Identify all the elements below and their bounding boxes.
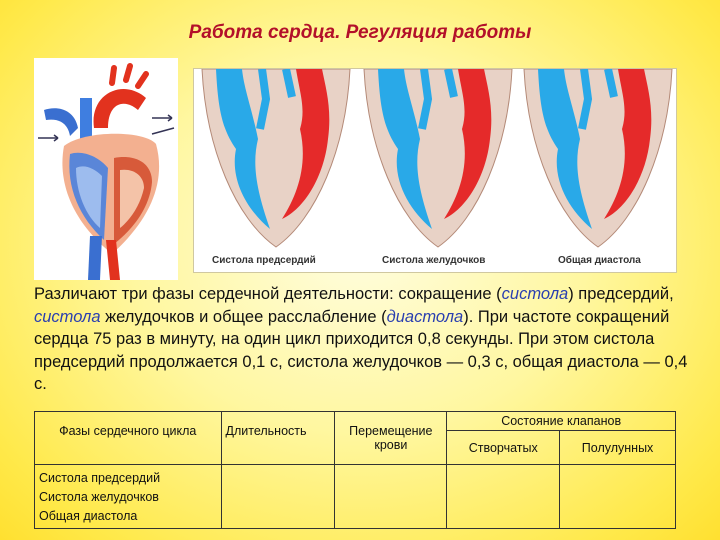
- text-part: желудочков и общее расслабление (: [100, 307, 387, 326]
- empty-cell: [447, 465, 560, 529]
- cardiac-cycle-table: [34, 411, 676, 529]
- empty-cell: [221, 465, 335, 529]
- phase-label-diastole: Общая диастола: [558, 255, 641, 266]
- header-blood-movement: Перемещение крови: [335, 412, 447, 465]
- header-valves: Состояние клапанов: [447, 412, 676, 431]
- header-duration: Длительность: [221, 412, 335, 465]
- cardiac-phases-illustration: [193, 68, 677, 273]
- empty-cell: [560, 465, 676, 529]
- header-semilunar-valves: Полулунных: [560, 431, 676, 465]
- row-ventricular-systole: Систола желудочков: [39, 490, 159, 504]
- description-paragraph: [34, 283, 696, 396]
- page-title: Работа сердца. Регуляция работы: [188, 22, 532, 43]
- empty-cell: [335, 465, 447, 529]
- row-atrial-systole: Систола предсердий: [39, 471, 161, 485]
- text-part: ) предсердий,: [568, 285, 674, 303]
- phase-list-cell: [35, 465, 222, 529]
- heart-illustration: [34, 58, 178, 280]
- phase-label-ventricular-systole: Систола желудочков: [382, 255, 486, 266]
- row-general-diastole: Общая диастола: [39, 509, 138, 523]
- term-systole: систола: [34, 307, 101, 326]
- text-part: Различают три фазы сердечной деятельности: сокращение (: [34, 285, 502, 303]
- phase-label-atrial-systole: Систола предсердий: [212, 255, 316, 266]
- term-diastole: диастола: [386, 307, 464, 326]
- header-phases: Фазы сердечного цикла: [35, 412, 222, 465]
- text-part: ). При частоте сокращений сердца 75 раз в минуту, на один цикл приходится 0,8 секунды. При этом систола предсердий продолжается 0,1 с, систола желудочков — 0,3 с, общая диастола — 0,4 с.: [34, 307, 688, 393]
- header-leaflet-valves: Створчатых: [447, 431, 560, 465]
- term-systole: систола: [501, 285, 569, 303]
